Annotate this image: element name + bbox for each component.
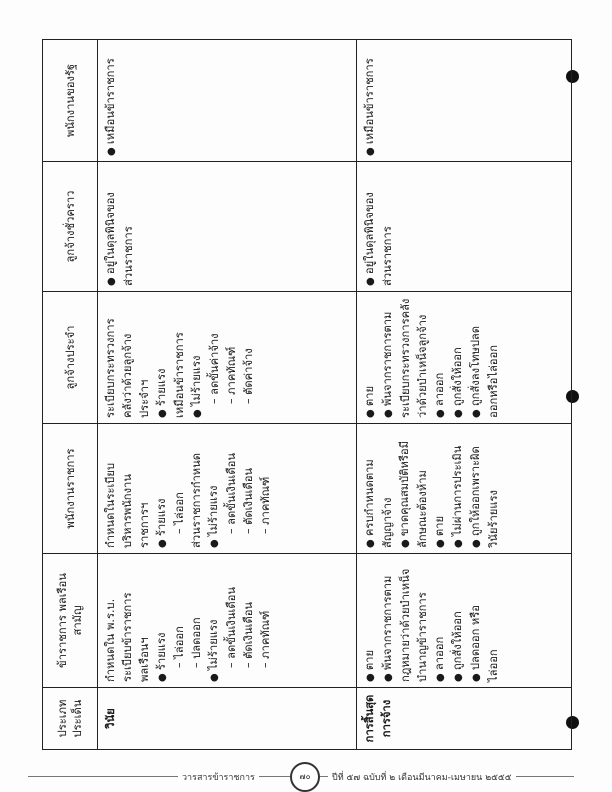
bullet-item: ● ไม่ร้ายแรง: [205, 429, 223, 548]
bullet-item: ● เหมือนข้าราชการ: [361, 45, 379, 156]
dash-item: – ลดขั้นเงินเดือน: [223, 559, 240, 682]
bullet-item: ● ตาย: [431, 429, 449, 548]
text-line: วินัยร้ายแรง: [487, 489, 501, 548]
text-line: กำหนดใน พ.ร.บ.: [104, 598, 117, 682]
header-civil-servant: ข้าราชการ พลเรือนสามัญ: [43, 554, 98, 688]
text-line: ว่าด้วยบำเหน็จลูกจ้าง: [416, 314, 430, 418]
text-line: ส่วนราชการ: [122, 226, 135, 286]
bullet-item: ● ลาออก: [431, 559, 449, 682]
text-line: กำหนดในระเบียบ: [104, 462, 117, 548]
dash-item: – ตัดเงินเดือน: [240, 559, 257, 682]
dash-item: – ไล่ออก: [171, 559, 188, 682]
row-topic-termination: การสิ้นสุดการจ้าง: [357, 688, 572, 750]
text-line: ระเบียบกระทรวงการคลัง: [399, 298, 413, 418]
bullet-item: ● อยู่ในดุลพินิจของ: [102, 167, 120, 286]
footer-issue-info: ปีที่ ๕๗ ฉบับที่ ๒ เดือนมีนาคม-เมษายน ๒๕๕๕: [328, 770, 516, 784]
employment-comparison-table: [42, 39, 572, 750]
bullet-item: ● ถูกให้ออกเพราะผิด: [467, 429, 485, 548]
cell-list: [98, 424, 357, 554]
bullet-item: ● พ้นจากราชการตาม: [379, 559, 397, 682]
dash-item: – ตัดเงินเดือน: [240, 429, 257, 548]
header-government-employee: พนักงานราชการ: [43, 424, 98, 554]
bullet-item: ● ไม่ร้ายแรง: [188, 297, 206, 418]
dash-item: – ตัดค่าจ้าง: [240, 297, 257, 418]
text-line: ออกหรือไล่ออก: [487, 344, 501, 418]
text-line: สัญญาจ้าง: [381, 497, 395, 548]
bullet-item: ● ไม่ผ่านการประเมิน: [449, 429, 467, 548]
table-row-discipline: [98, 40, 357, 750]
dash-item: – ภาคทัณฑ์: [223, 297, 240, 418]
rotated-table-wrapper: [42, 40, 572, 750]
row-topic-discipline: วินัย: [98, 688, 357, 750]
bullet-item: ● ปลดออก หรือ: [467, 559, 485, 682]
text-line: กฎหมายว่าด้วยบำเหน็จ: [399, 568, 413, 682]
dash-item: – ลดขั้นค่าจ้าง: [206, 297, 223, 418]
text-line: พลเรือนฯ: [138, 637, 151, 682]
bullet-item: ● ร้ายแรง: [153, 559, 171, 682]
text-line: ระเบียบกระทรวงการ: [104, 318, 117, 418]
cell-list: [357, 40, 572, 162]
footer-journal-name: วารสารข้าราชการ: [178, 770, 259, 784]
text-line: คลังว่าด้วยลูกจ้าง: [121, 333, 134, 418]
dash-item: – ปลดออก: [188, 559, 205, 682]
header-row: [43, 40, 98, 750]
cell-list: [357, 162, 572, 292]
cell-list: [98, 292, 357, 424]
header-state-employee: พนักงานของรัฐ: [43, 40, 98, 162]
text-line: ลักษณะต้องห้าม: [416, 470, 430, 548]
bullet-item: ● ร้ายแรง: [153, 297, 171, 418]
page-footer: [28, 770, 574, 784]
bullet-item: ● ครบกำหนดตาม: [361, 429, 379, 548]
header-temporary-worker: ลูกจ้างชั่วคราว: [43, 162, 98, 292]
text-line: บำนาญข้าราชการ: [416, 592, 430, 682]
text-line: ส่วนราชการ: [381, 226, 395, 286]
text-line: บริหารพนักงาน: [121, 474, 134, 548]
dash-item: – ไล่ออก: [171, 429, 188, 548]
dash-item: – ภาคทัณฑ์: [257, 559, 274, 682]
table-row-termination: [357, 40, 572, 750]
text-line: ระเบียบข้าราชการ: [121, 592, 134, 682]
header-category: ประเภท ประเด็น: [43, 688, 98, 750]
cell-list: [98, 554, 357, 688]
dash-item: – ลดขั้นเงินเดือน: [223, 429, 240, 548]
header-permanent-worker: ลูกจ้างประจำ: [43, 292, 98, 424]
text-line: ราชการฯ: [138, 502, 151, 548]
cell-list: [357, 292, 572, 424]
bullet-item: ● ร้ายแรง: [153, 429, 171, 548]
dash-item: – ภาคทัณฑ์: [257, 429, 274, 548]
text-line: ส่วนราชการกำหนด: [190, 452, 203, 548]
bullet-item: ● ตาย: [361, 297, 379, 418]
bullet-item: ● ถูกสั่งให้ออก: [449, 297, 467, 418]
bullet-item: ● เหมือนข้าราชการ: [102, 45, 120, 156]
text-line: ไล่ออก: [487, 649, 501, 682]
cell-list: [98, 162, 357, 292]
page-number-badge: ๗๐: [290, 762, 320, 792]
text-line: เหมือนข้าราชการ: [173, 332, 186, 418]
text-line: ประจำฯ: [138, 379, 151, 418]
cell-list: [357, 554, 572, 688]
bullet-item: ● ขาดคุณสมบัติหรือมี: [396, 429, 414, 548]
bullet-item: ● พ้นจากราชการตาม: [379, 297, 397, 418]
bullet-item: ● อยู่ในดุลพินิจของ: [361, 167, 379, 286]
cell-list: [357, 424, 572, 554]
bullet-item: ● ไม่ร้ายแรง: [205, 559, 223, 682]
cell-list: [98, 40, 357, 162]
bullet-item: ● ถูกสั่งให้ออก: [449, 559, 467, 682]
bullet-item: ● ลาออก: [431, 297, 449, 418]
bullet-item: ● ถูกสั่งลงโทษปลด: [467, 297, 485, 418]
bullet-item: ● ตาย: [361, 559, 379, 682]
